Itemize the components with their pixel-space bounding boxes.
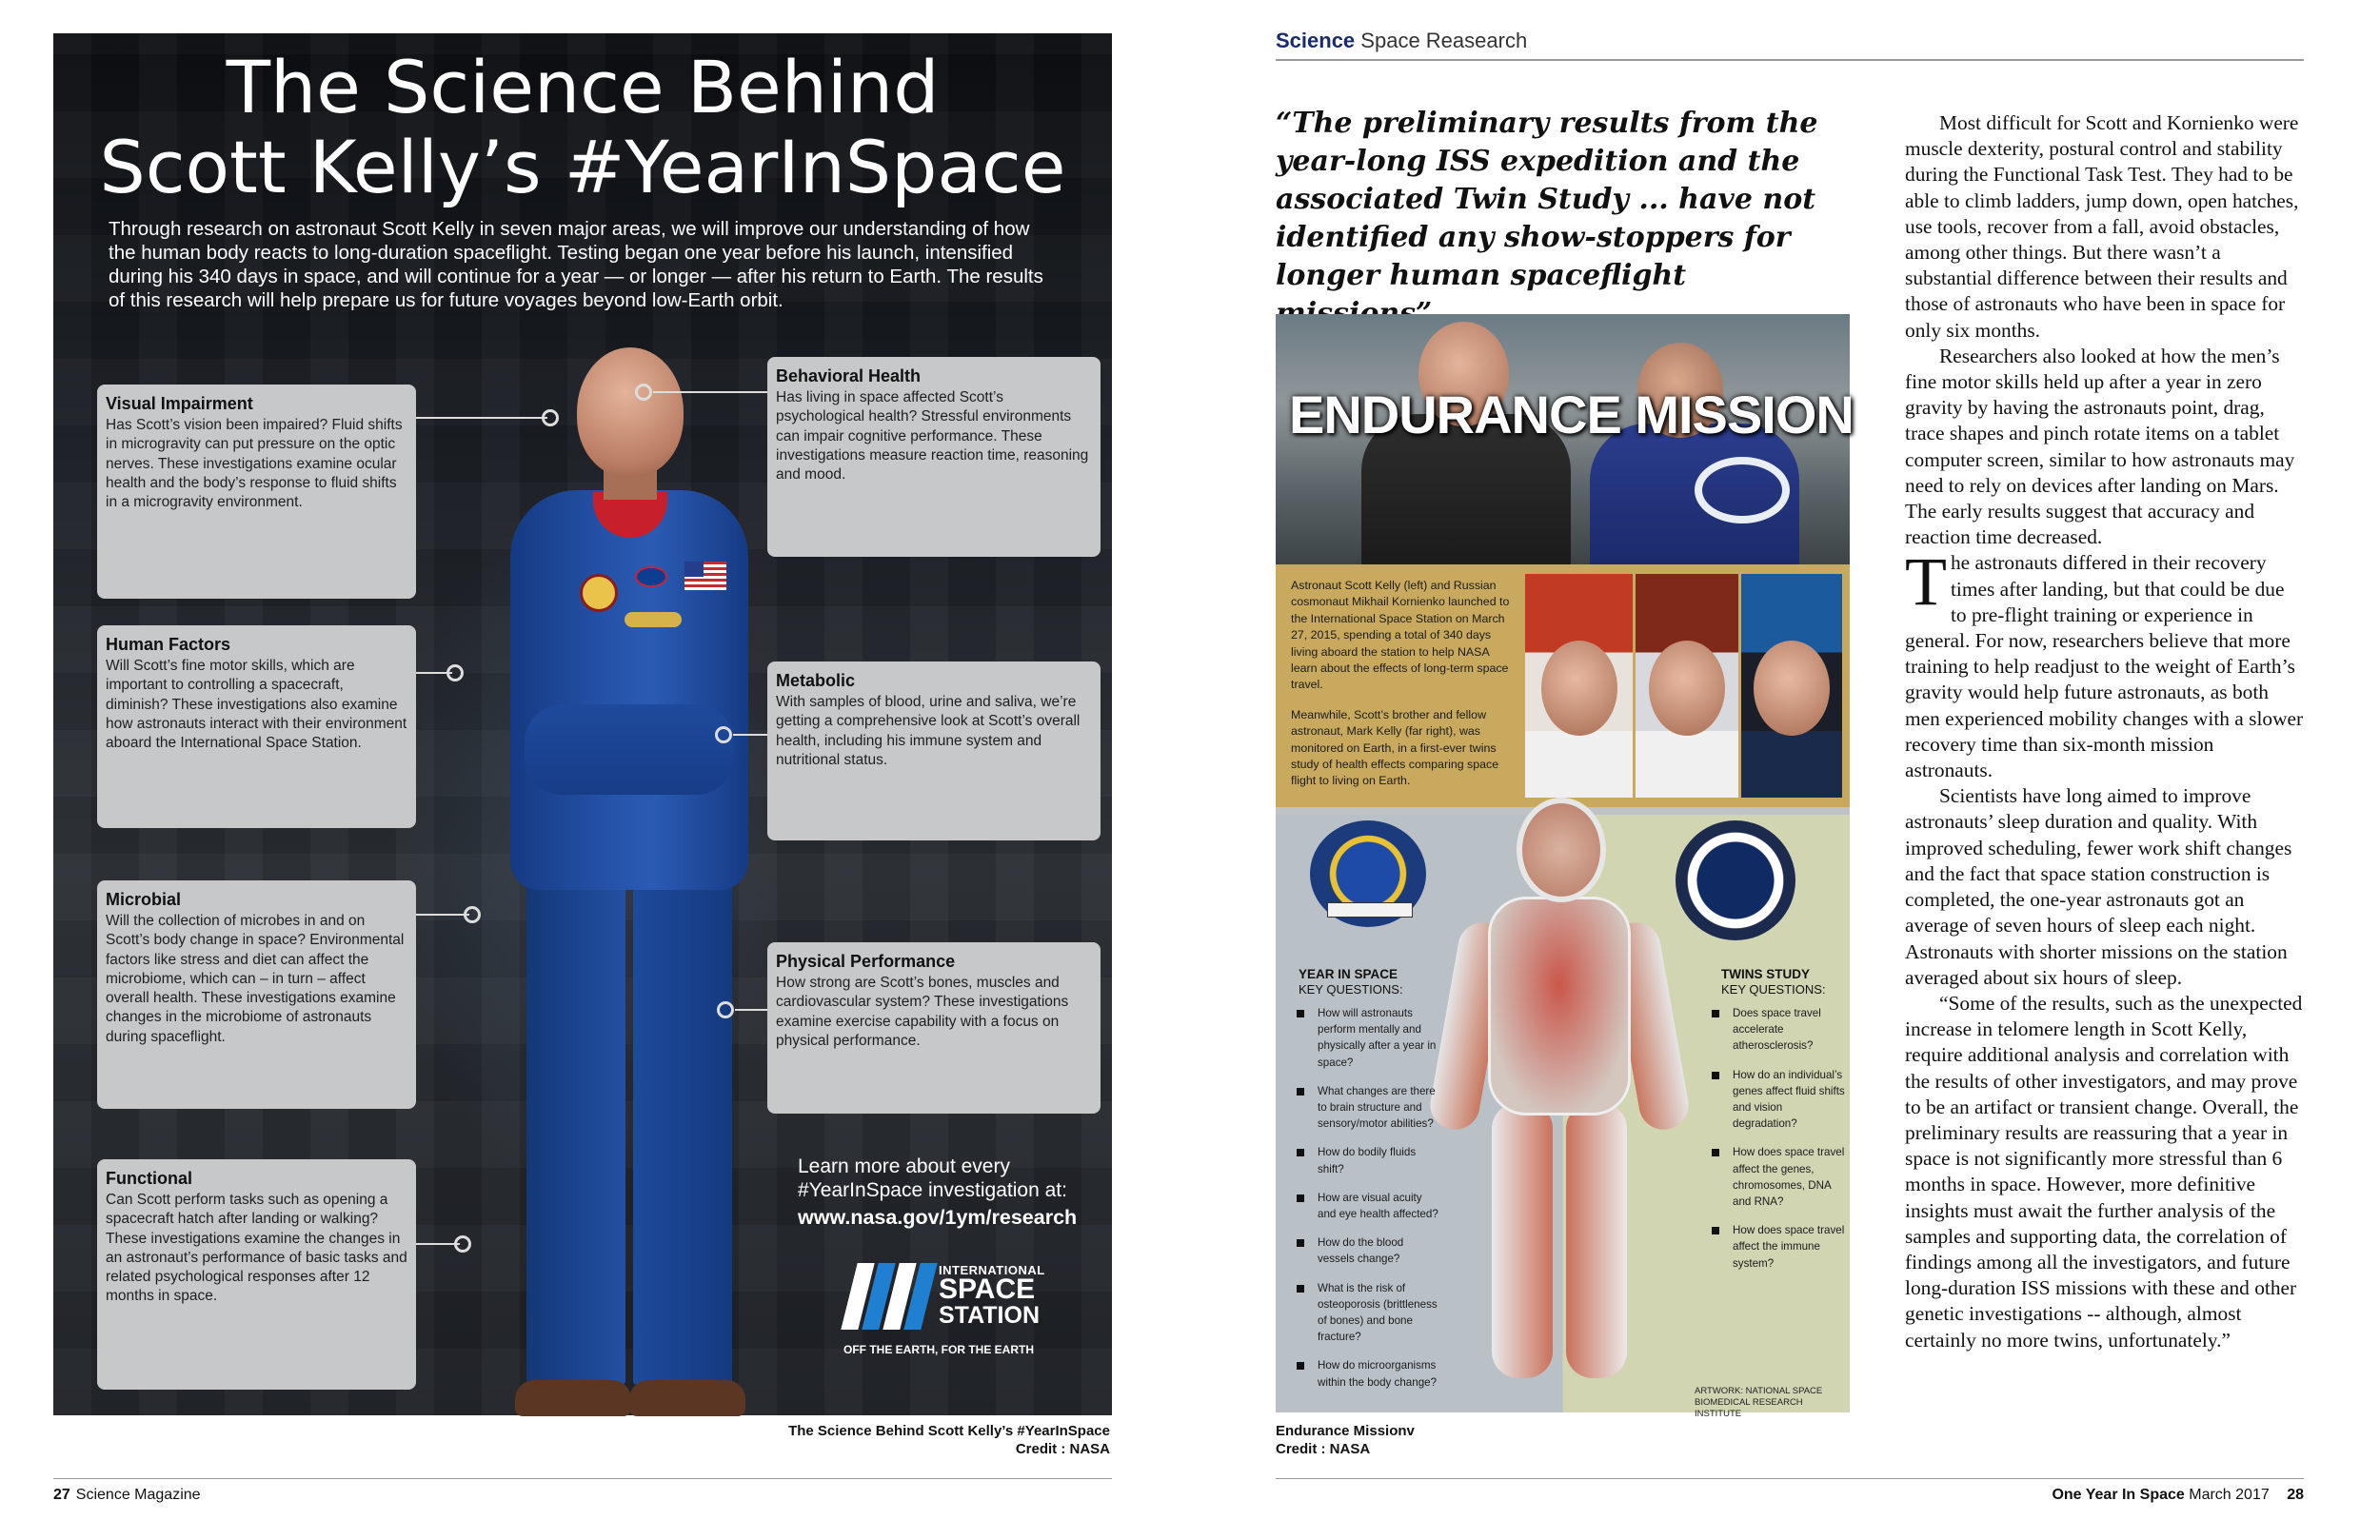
section-header <box>1276 29 1527 53</box>
nasa-logo-patch <box>635 566 667 587</box>
key-question-item: How do the blood vessels change? <box>1297 1234 1439 1267</box>
article-paragraph: “Some of the results, such as the unexpected increase in telomere length in Scott Kelly, require additional analysis and correlation with the results of other investigators, and may prove to be an artifact or transient change. Overall, the preliminary results are reassuring that a year in space is not significantly more stressful than 6 months in space. However, more definitive insights must await the further analysis of the samples and supporting data, the correlation of findings among all the investigators, and future long-duration ISS missions with these and other genetic investigations -- although, almost certainly no more twins, unfortunately.” <box>1905 991 2303 1352</box>
iss-logo-tagline: OFF THE EARTH, FOR THE EARTH <box>843 1343 1034 1356</box>
key-question-item: How are visual acuity and eye health affected? <box>1297 1190 1439 1222</box>
box-text: Can Scott perform tasks such as opening a spacecraft hatch after landing or walking? These investigations examine the changes in an astronaut’s performance of basic tasks and related psychological responses after 12 months in space. <box>106 1192 407 1305</box>
box-text: Will the collection of microbes in and on Scott’s body change in space? Environmental factors like stress and diet can affect the microbiome, which can – in turn – affect overall health. These investigations examine changes in the microbiome of astronauts during spaceflight. <box>106 913 405 1045</box>
key-questions-panel <box>1276 815 1850 1419</box>
box-functional <box>97 1159 416 1390</box>
learn-more-line-2: #YearInSpace investigation at: <box>798 1179 1067 1201</box>
title-line-1: The Science Behind <box>226 45 940 129</box>
twins-study-heading <box>1721 967 1826 997</box>
footer-left <box>53 1487 201 1504</box>
twins-subtitle: KEY QUESTIONS: <box>1721 982 1826 997</box>
leader-dot <box>454 1235 471 1253</box>
key-question-item: How do microorganisms within the body change? <box>1297 1357 1439 1390</box>
year-in-space-questions <box>1297 1005 1439 1403</box>
box-text: With samples of blood, urine and saliva, we’re getting a comprehensive look at Scott’s overall health, including his immune system and nutritional status. <box>776 694 1081 768</box>
astronaut-wings-pin <box>625 612 682 627</box>
leader-dot <box>635 384 652 401</box>
mission-patch <box>580 574 618 612</box>
endurance-mission-graphic <box>1276 314 1854 1419</box>
box-title: Microbial <box>106 890 182 909</box>
endurance-description-band <box>1276 564 1850 807</box>
learn-more-url[interactable]: www.nasa.gov/1ym/research <box>798 1206 1078 1229</box>
box-human-factors <box>97 625 416 828</box>
portrait-mikhail-kornienko <box>1636 574 1738 798</box>
yis-title: YEAR IN SPACE <box>1299 967 1398 981</box>
artwork-credit-line-1: ARTWORK: NATIONAL SPACE <box>1695 1386 1823 1396</box>
section-name: Science <box>1276 29 1356 52</box>
key-question-item: How does space travel affect the immune system? <box>1712 1222 1847 1272</box>
header-rule <box>1276 59 2304 61</box>
us-flag-patch <box>684 562 726 590</box>
box-behavioral-health <box>767 357 1101 557</box>
twins-study-questions <box>1712 1005 1847 1284</box>
box-text: How strong are Scott’s bones, muscles and cardiovascular system? These investigations examine exercise capability with a focus on physical performance. <box>776 975 1069 1049</box>
learn-more-line-1: Learn more about every <box>798 1155 1010 1177</box>
box-physical-performance <box>767 942 1101 1114</box>
page-number: 27 <box>53 1487 70 1503</box>
leader-dot <box>446 664 464 681</box>
iss-logo-space: SPACE <box>939 1273 1036 1305</box>
pull-quote: “The preliminary results from the year-long ISS expedition and the associated Twin Study ... have not identified any show-stoppers for longer human spaceflight <box>1276 107 1818 292</box>
leader-line <box>416 914 469 916</box>
iss-logo-international: INTERNATIONAL <box>939 1263 1045 1277</box>
footer-rule-right <box>1276 1478 2304 1479</box>
box-title: Human Factors <box>106 635 231 654</box>
key-question-item: What changes are there to brain structure and sensory/motor abilities? <box>1297 1083 1439 1133</box>
issue-date: March 2017 <box>2189 1487 2270 1503</box>
leader-dot <box>717 1001 734 1018</box>
page-number: 28 <box>2287 1487 2304 1503</box>
caption-title: The Science Behind Scott Kelly’s #YearInSpace <box>788 1423 1110 1439</box>
key-question-item: Does space travel accelerate atherosclerosis? <box>1712 1005 1847 1055</box>
caption-title: Endurance Missionv <box>1276 1423 1415 1439</box>
endurance-title: ENDURANCE MISSION <box>1289 385 1854 444</box>
twins-study-emblem <box>1676 820 1795 940</box>
iss-logo <box>843 1261 1072 1366</box>
leader-line <box>735 1009 767 1011</box>
artwork-credit <box>1695 1386 1850 1420</box>
caption-right <box>1276 1422 1415 1458</box>
box-title: Behavioral Health <box>776 366 922 385</box>
endurance-para-2: Meanwhile, Scott’s brother and fellow astronaut, Mark Kelly (far right), was monitored on Earth, in a first-ever twins study of health effects comparing space flight to living on Earth. <box>1291 707 1499 788</box>
artwork-credit-line-2: BIOMEDICAL RESEARCH INSTITUTE <box>1695 1397 1803 1419</box>
leader-line <box>416 417 547 419</box>
leader-dot <box>542 409 559 426</box>
box-title: Metabolic <box>776 671 856 690</box>
article-paragraph: Researchers also looked at how the men’s fine motor skills held up after a year in zero gravity by having the astronauts point, drag, trace shapes and pinch rotate items on a tablet computer screen, similar to how astronauts may need to rely on devices after landing on Mars. The early results suggest that accuracy and reaction time decreased. <box>1905 344 2295 549</box>
box-text: Has living in space affected Scott’s psychological health? Stressful environments can impair cognitive performance. These investigations measure reaction time, reasoning and mood. <box>776 389 1089 484</box>
iss-logo-icon <box>843 1263 935 1330</box>
issue-name: One Year In Space <box>2052 1487 2185 1503</box>
twins-title: TWINS STUDY <box>1721 967 1810 981</box>
key-question-item: What is the risk of osteoporosis (brittleness of bones) and bone fracture? <box>1297 1280 1439 1346</box>
caption-left <box>788 1422 1110 1458</box>
footer-rule-left <box>53 1478 1112 1479</box>
title-line-2: Scott Kelly’s #YearInSpace <box>99 125 1066 209</box>
box-title: Physical Performance <box>776 952 956 971</box>
box-metabolic <box>767 661 1101 840</box>
article-paragraph: Most difficult for Scott and Kornienko were muscle dexterity, postural control and stability during the Functional Task Test. They had to be able to climb ladders, jump down, open hatches, use tools, recover from a fall, avoid obstacles, among other things. But there wasn’t a substantial difference between their results and those of astronauts who have been in space for only six months. <box>1905 111 2299 342</box>
key-question-item: How do bodily fluids shift? <box>1297 1144 1439 1176</box>
section-topic: Space Reasearch <box>1360 29 1528 52</box>
infographic-intro: Through research on astronaut Scott Kelly in seven major areas, we will improve our understanding of how the human body reacts to long-duration spaceflight. Testing began one year before his launch, intensified during his 340 days in space, and will continue for a year — or longer — after his return to Earth. The results of this research will help prepare us for future voyages beyond low-Earth orbit. <box>109 218 1043 311</box>
year-in-space-heading <box>1299 967 1403 997</box>
publication-name: Science Magazine <box>75 1487 201 1503</box>
learn-more-block <box>798 1155 1077 1230</box>
box-microbial <box>97 880 416 1109</box>
leader-line <box>733 734 767 736</box>
box-title: Visual Impairment <box>106 394 253 413</box>
infographic-title <box>53 45 1112 209</box>
infographic-panel <box>53 33 1112 1415</box>
article-body <box>1905 110 2305 1353</box>
year-in-space-emblem <box>1310 820 1426 927</box>
box-title: Functional <box>106 1169 192 1188</box>
astronaut-photo <box>429 347 810 1432</box>
endurance-description <box>1291 578 1512 790</box>
footer-right <box>2052 1487 2304 1504</box>
caption-credit: Credit : NASA <box>1276 1441 1371 1457</box>
leader-dot <box>464 906 481 923</box>
iss-logo-station: STATION <box>939 1302 1041 1329</box>
portrait-scott-kelly <box>1525 574 1633 798</box>
article-paragraph <box>1905 543 2305 783</box>
key-question-item: How will astronauts perform mentally and physically after a year in space? <box>1297 1005 1439 1071</box>
drop-cap: T <box>1905 543 1947 621</box>
yis-subtitle: KEY QUESTIONS: <box>1299 982 1403 997</box>
caption-credit: Credit : NASA <box>1015 1441 1110 1457</box>
article-paragraph-text: he astronauts differed in their recovery times after landing, but that could be due to pre-flight training or experience in general. For now, researchers believe that more training to help readjust to the weight of Earth’s gravity would help future astronauts, as both men experienced mobility changes with a slower recovery time than six-month mission astronauts. <box>1905 551 2304 782</box>
key-question-item: How does space travel affect the genes, chromosomes, DNA and RNA? <box>1712 1144 1847 1210</box>
leader-line <box>653 391 767 393</box>
key-question-item: How do an individual’s genes affect fluid shifts and vision degradation? <box>1712 1067 1847 1133</box>
leader-dot <box>715 726 732 743</box>
box-text: Has Scott’s vision been impaired? Fluid shifts in microgravity can put pressure on the optic nerves. These investigations examine ocular health and the body’s response to fluid shifts in a microgravity environment. <box>106 417 403 511</box>
article-paragraph: Scientists have long aimed to improve astronauts’ sleep duration and quality. With improved scheduling, fewer work shift changes and the fact that space station construction is completed, the one-year astronauts got an average of seven hours of sleep each night. Astronauts with shorter missions on the station averaged about six hours of sleep. <box>1905 784 2292 989</box>
box-text: Will Scott’s fine motor skills, which are important to controlling a spacecraft, diminish? These investigations also examine how astronauts interact with their environment aboard the International Space Station. <box>106 658 407 752</box>
endurance-para-1: Astronaut Scott Kelly (left) and Russian cosmonaut Mikhail Kornienko launched to the International Space Station on March 27, 2015, spending a total of 340 days living aboard the station to help NASA learn about the effects of long-term space travel. <box>1291 579 1510 692</box>
box-visual-impairment <box>97 385 416 599</box>
spacesuit-anatomy-illustration <box>1442 798 1676 1397</box>
iss-crew-photo <box>1276 314 1854 564</box>
portrait-mark-kelly <box>1741 574 1842 798</box>
